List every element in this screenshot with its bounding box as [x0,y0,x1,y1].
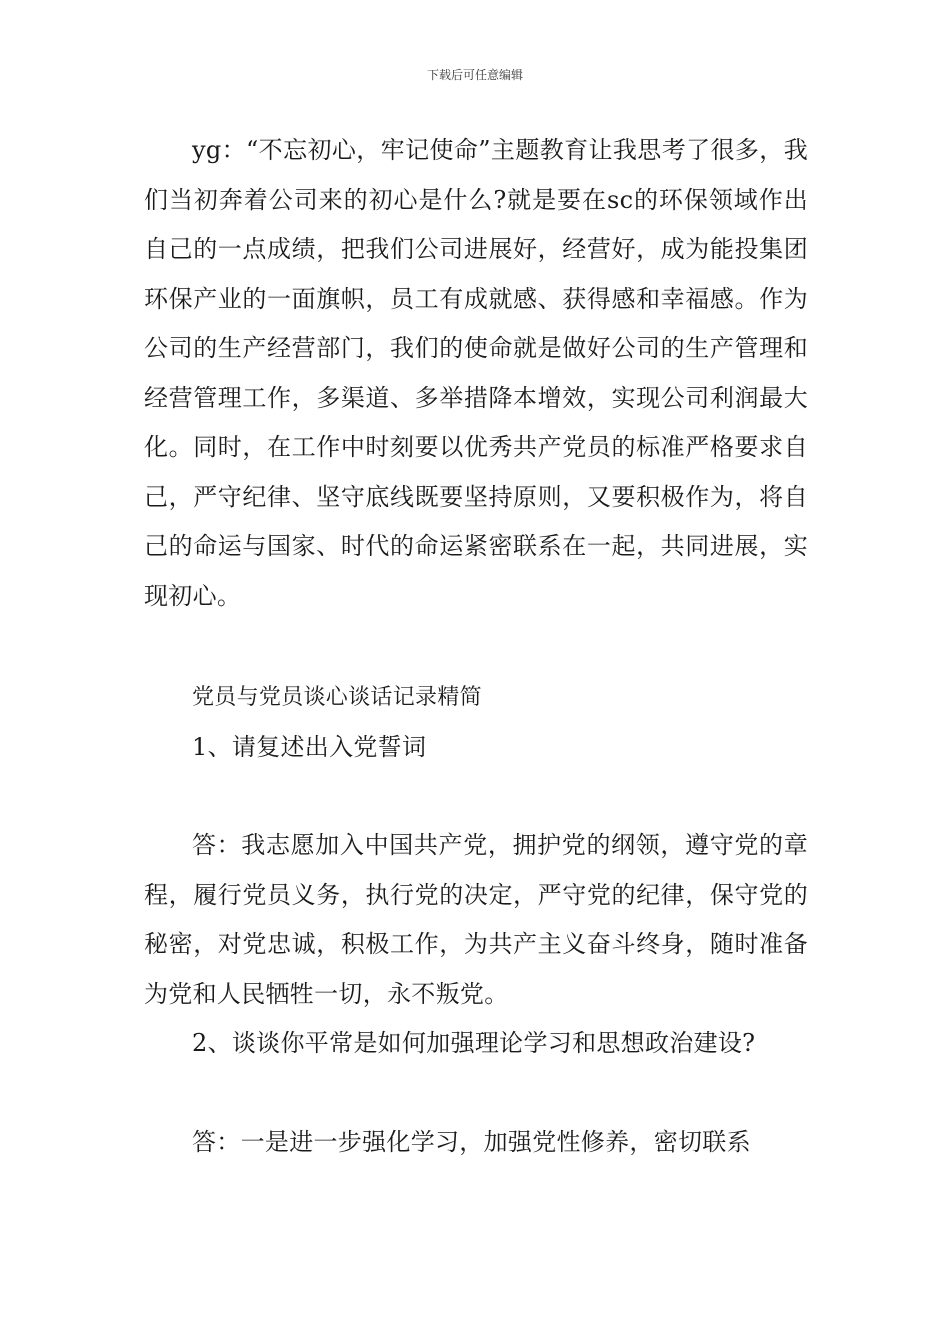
paragraph-reflection: yg：“不忘初心，牢记使命”主题教育让我思考了很多，我们当初奔着公司来的初心是什么?就是要在sc的环保领域作出自己的一点成绩，把我们公司进展好，经营好，成为能投集团环保产业的一面旗帜，员工有成就感、获得感和幸福感。作为公司的生产经营部门，我们的使命就是做好公司的生产管理和经营管理工作，多渠道、多举措降本增效，实现公司利润最大化。同时，在工作中时刻要以优秀共产党员的标准严格要求自己，严守纪律、坚守底线既要坚持原则，又要积极作为，将自己的命运与国家、时代的命运紧密联系在一起，共同进展，实现初心。 [144,136,808,610]
answer-2: 答：一是进一步强化学习，加强党性修养，密切联系 [192,1127,751,1156]
question-2: 2、谈谈你平常是如何加强理论学习和思想政治建设? [192,1029,756,1057]
section-title: 党员与党员谈心谈话记录精简 [192,685,482,710]
question-1: 1、请复述出入党誓词 [192,732,427,761]
page-header-note: 下载后可任意编辑 [426,68,523,82]
document-body [144,126,808,1167]
answer-1: 答：我志愿加入中国共产党，拥护党的纲领，遵守党的章程，履行党员义务，执行党的决定，严守党的纪律，保守党的秘密，对党忠诚，积极工作，为共产主义奋斗终身，随时准备为党和人民牺牲一切，永不叛党。 [144,831,808,1008]
